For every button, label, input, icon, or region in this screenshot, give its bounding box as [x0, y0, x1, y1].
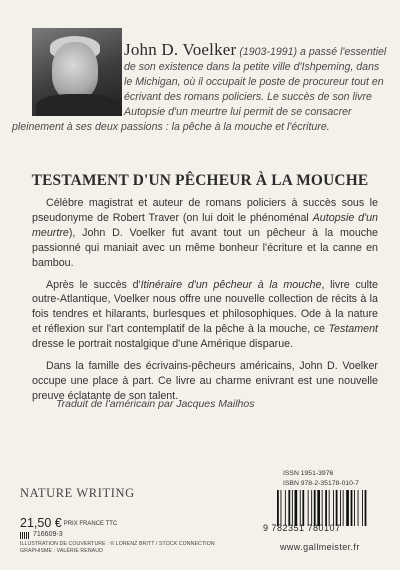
cover-credit-line-2: GRAPHISME : VALÉRIE RENAUD	[20, 548, 103, 554]
mini-barcode-icon	[20, 532, 30, 539]
description-paragraph-2: Après le succès d'Itinéraire d'un pêcheur à la mouche, livre culte outre-Atlantique, Voelker nous offre une nouvelle collection de récits à la fois tendres et hilarants, burlesques et philosophiques. Ode à la nature et réflexion sur l'art contemplatif de la pêche à la mouche, ce Testament dresse le portrait nostalgique d'une Amérique disparue.	[32, 278, 378, 351]
price	[20, 516, 117, 530]
author-name: John D. Voelker	[124, 40, 237, 59]
cover-credit	[20, 541, 240, 555]
issn: ISSN 1951-3976	[283, 470, 334, 477]
price-note: PRIX FRANCE TTC	[63, 521, 118, 527]
author-bio	[12, 40, 390, 134]
isbn: ISBN 978-2-35178-010-7	[283, 479, 359, 487]
cover-credit-line-1: ILLUSTRATION DE COUVERTURE : © LORENZ BRITT / STOCK CONNECTION	[20, 541, 215, 547]
issn-isbn	[283, 469, 393, 488]
collection-name: NATURE WRITING	[20, 486, 135, 500]
book-title: TESTAMENT D'UN PÊCHEUR À LA MOUCHE	[31, 172, 369, 189]
book-description	[32, 196, 378, 411]
barcode	[275, 490, 387, 526]
author-bio-text: (1903-1991) a passé l'essentiel de son existence dans la petite ville d'Ishpeming, dans le Michigan, où il occupait le poste de procureur tout en écrivant des romans policiers. Le succès de son livre Autopsie d'un meurtre lui permit de se consacrer pleinement à ses deux passions : la pêche à la mouche et l'écriture.	[12, 46, 387, 133]
translator-credit: Traduit de l'américain par Jacques Mailhos	[56, 398, 255, 410]
author-bio-block	[12, 10, 390, 156]
price-value: 21,50 €	[20, 516, 62, 530]
description-paragraph-1: Célèbre magistrat et auteur de romans policiers à succès sous le pseudonyme de Robert Traver (on lui doit le phénoménal Autopsie d'un meurtre), John D. Voelker fut avant tout un pêcheur à la mouche passionné qui maniait avec un même bonheur l'écriture et la canne en bambou.	[32, 197, 378, 269]
barcode-digits: 9 782351 780107	[263, 523, 341, 533]
publisher-website: www.gallmeister.fr	[280, 542, 360, 552]
ref-code: 716609-3	[33, 531, 63, 538]
description-paragraph-3: Dans la famille des écrivains-pêcheurs américains, John D. Voelker occupe une place à part. Ce livre au charme enivrant est une nouvelle preuve éclatante de son talent.	[32, 360, 378, 402]
